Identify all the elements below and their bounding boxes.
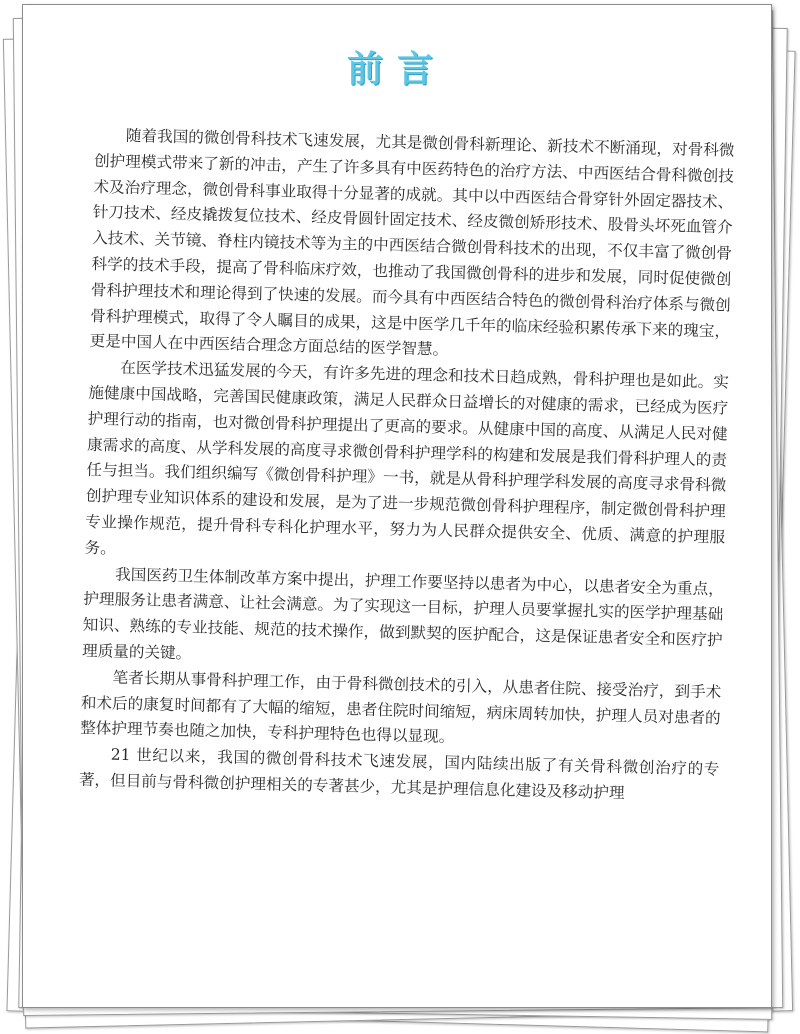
paragraph-4: 笔者长期从事骨科护理工作，由于骨科微创技术的引入，从患者住院、接受治疗，到手术和术后的康复时间都有了大幅的缩短，患者住院时间缩短，病床周转加快，护理人员对患者的整体护理节奏也随之加快，专科护理特色也得以显现。 [79, 668, 722, 747]
body-text [79, 123, 735, 809]
paragraph-1: 随着我国的微创骨科技术飞速发展，尤其是微创骨科新理论、新技术不断涌现，对骨科微创护理模式带来了新的冲击，产生了许多具有中医药特色的治疗方法、中西医结合骨科微创技术及治疗理念，微创骨科事业取得十分显著的成就。其中以中西医结合骨穿针外固定器技术、针刀技术、经皮撬拨复位技术、经皮骨圆针固定技术、经皮微创矫形技术、股骨头坏死血管介入技术、关节镜、脊柱内镜技术等为主的中西医结合微创骨科技术的出现，不仅丰富了微创骨科学的技术手段，提高了骨科临床疗效，也推动了我国微创骨科的进步和发展，同时促使微创骨科护理技术和理论得到了快速的发展。而今具有中西医结合特色的微创骨科治疗体系与微创骨科护理模式，取得了令人瞩目的成果，这是中医学几千年的临床经验积累传承下来的瑰宝，更是中国人在中西医结合理念方面总结的医学智慧。 [89, 126, 735, 360]
paragraph-2: 在医学技术迅猛发展的今天，有许多先进的理念和技术日趋成熟，骨科护理也是如此。实施健康中国战略，完善国民健康政策，满足人民群众日益增长的对健康的需求，已经成为医疗护理行动的指南，也对微创骨科护理提出了更高的要求。从健康中国的高度、从满足人民对健康需求的高度、从学科发展的高度寻求微创骨科护理学科的构建和发展是我们骨科护理人的责任与担当。我们组织编写《微创骨科护理》一书，就是从骨科护理学科发展的高度寻求骨科微创护理专业知识体系的建设和发展，是为了进一步规范微创骨科护理程序，制定微创骨科护理专业操作规范，提升骨科专科化护理水平，努力为人民群众提供安全、优质、满意的护理服务。 [84, 358, 730, 558]
paragraph-5: 21 世纪以来，我国的微创骨科技术飞速发展，国内陆续出版了有关骨科微创治疗的专著，但目前与骨科微创护理相关的专著甚少，尤其是护理信息化建设及移动护理 [78, 745, 720, 803]
document-page [22, 4, 772, 1008]
page-title: 前言 [346, 49, 447, 90]
paragraph-3: 我国医药卫生体制改革方案中提出，护理工作要坚持以患者为中心，以患者安全为重点，护理服务让患者满意、让社会满意。为了实现这一目标，护理人员要掌握扎实的医学护理基础知识、熟练的专业技能、规范的技术操作，做到默契的医护配合，这是保证患者安全和医疗护理质量的关键。 [81, 565, 725, 663]
